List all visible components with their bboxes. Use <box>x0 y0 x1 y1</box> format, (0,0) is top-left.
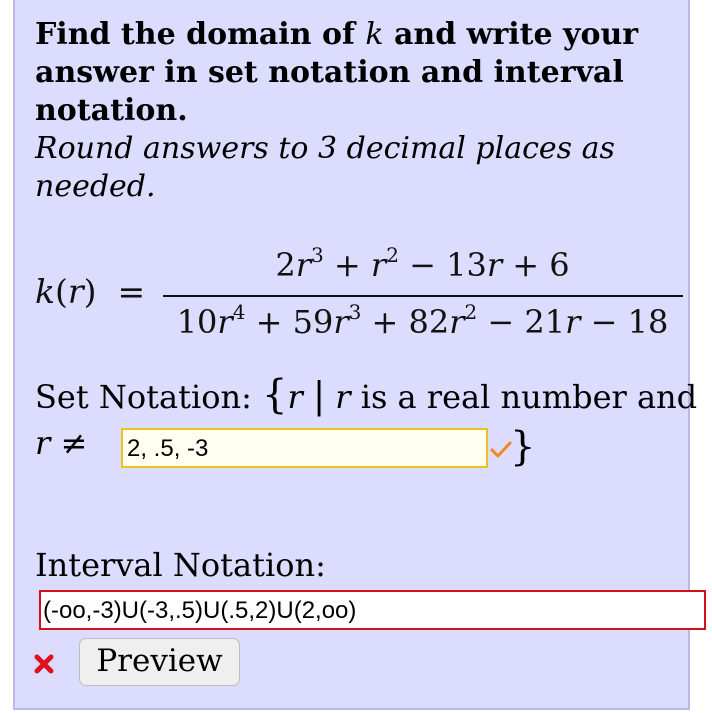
equation-numerator: $2r^3 + r^2 - 13r + 6$ <box>275 243 570 284</box>
equation-function-name: k <box>35 272 55 311</box>
equation-variable: r <box>67 272 84 311</box>
interval-notation-label: Interval Notation: <box>35 546 326 584</box>
question-text-part1: Find the domain of <box>35 17 366 52</box>
question-variable: k <box>365 17 384 52</box>
open-brace: { <box>262 372 288 418</box>
rounding-instruction: Round answers to 3 decimal places as needed. <box>35 131 615 204</box>
close-brace: } <box>510 424 536 470</box>
question-text-part2: and write your answer in set notation and interval notation. <box>35 17 639 128</box>
neq-variable: r <box>35 424 51 462</box>
interval-notation-input[interactable]: (-oo,-3)U(-3,.5)U(.5,2)U(2,oo) <box>39 590 706 630</box>
set-variable: r <box>287 378 303 416</box>
equation-lhs: k(r) = <box>35 272 146 311</box>
fraction-bar <box>163 295 683 297</box>
incorrect-x-icon <box>34 654 54 674</box>
such-that-bar: | <box>312 376 326 417</box>
set-condition: is a real number and <box>360 378 698 416</box>
question-prompt <box>35 16 675 130</box>
set-variable-2: r <box>335 378 351 416</box>
not-equal-expression <box>35 424 87 462</box>
not-equal-symbol: ≠ <box>60 424 88 462</box>
set-notation-input[interactable]: 2, .5, -3 <box>121 428 488 468</box>
set-notation-label: Set Notation: <box>35 378 252 416</box>
preview-button[interactable]: Preview <box>79 638 240 686</box>
equation-denominator: $10r^4 + 59r^3 + 82r^2 - 21r - 18$ <box>176 300 669 341</box>
set-notation-line <box>35 372 698 418</box>
